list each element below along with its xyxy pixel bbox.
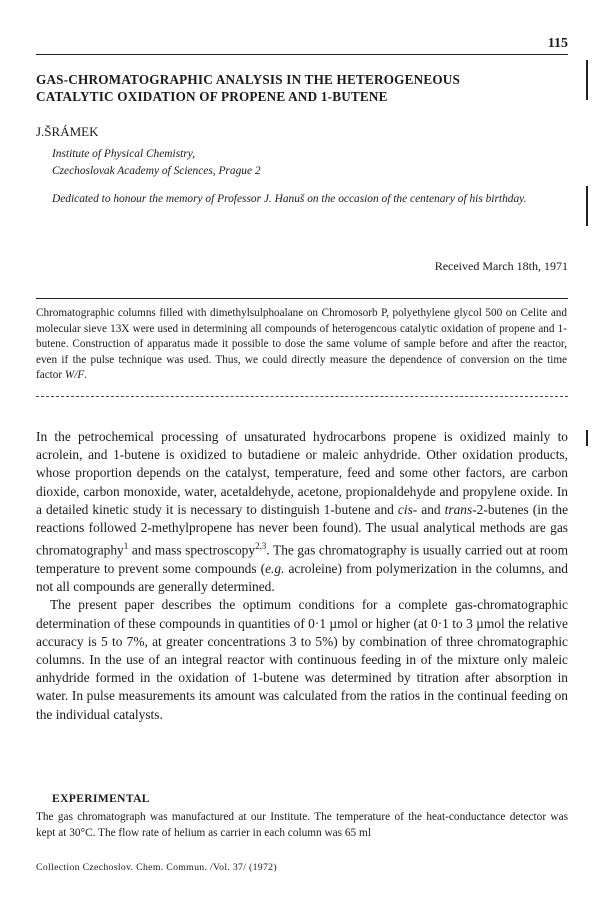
page-number: 115 — [547, 36, 568, 51]
margin-mark — [586, 430, 588, 446]
abstract — [36, 306, 567, 384]
text-run: and — [417, 501, 445, 517]
article-title — [36, 71, 576, 105]
affiliation-line: Institute of Physical Chemistry, — [52, 148, 195, 160]
abstract-end: . — [84, 369, 87, 382]
title-line: GAS-CHROMATOGRAPHIC ANALYSIS IN THE HETEROGENEOUS — [36, 72, 461, 87]
affiliation-line: Czechoslovak Academy of Sciences, Prague 2 — [52, 165, 261, 177]
margin-mark — [586, 60, 588, 100]
paragraph: The present paper describes the optimum conditions for a complete gas-chromatographic determination of these compounds in quantities of 0·1 µmol or higher (at 0·1 to 3 µmol the relative accuracy is 5 to 7%, at greater concentrations 3 to 5%) by combination of three chromatographic columns. In the use of an integral reactor with continuous feeding in of the mixture only maleic anhydride formed in the oxidation of 1-butene was determined by titration after absorption in water. In pulse measurements its amount was calculated from the ratios in the continual feeding on the individual catalysts. — [36, 597, 568, 722]
italic-run: trans — [444, 501, 473, 517]
received-date: Received March 18th, 1971 — [434, 259, 568, 273]
reference-superscript: 2,3 — [255, 541, 267, 552]
margin-mark — [586, 186, 588, 226]
abstract-text: Chromatographic columns filled with dimethylsulphoalane on Chromosorb P, polyethylene glycol 500 on Celite and molecular sieve 13X were used in determining all compounds of heterogencous catalytic oxidation of propene and 1-butene. Construction of apparatus made it possible to dose the same volume of sample before and after the reactor, even if the pulse technique was used. Thus, we could directly measure the dependence of conversion on the time factor — [36, 307, 567, 382]
abstract-top-rule — [36, 298, 568, 299]
italic-run: e.g. — [265, 560, 285, 576]
affiliation — [52, 146, 572, 180]
paragraph — [36, 428, 568, 596]
text-run: In the petrochemical processing of unsaturated hydrocarbons propene is oxidized mainly to acrolein, and 1-butene is oxidized to butadiene or maleic anhydride. Other oxidation products, whose proportion depends on the catalyst, temperature, feed and some other factors, are carbon dioxide, carbon monoxide, water, acetaldehyde, acetone, propionaldehyde and propylene oxide. In a detailed kinetic study it is necessary to distinguish 1-butene and — [36, 429, 568, 517]
text-run: . The gas chromatography is usually carried out at room temperature to prevent some compounds ( — [36, 542, 568, 576]
header-rule — [36, 54, 568, 55]
formula: W/F — [64, 369, 85, 382]
text-run: and mass spectroscopy — [128, 542, 256, 558]
text-run: acroleine) from polymerization in the columns, and not all compounds are generally determined. — [36, 560, 568, 595]
title-line: CATALYTIC OXIDATION OF PROPENE AND 1-BUTENE — [36, 89, 388, 104]
dedication: Dedicated to honour the memory of Professor J. Hanuš on the occasion of the centenary of his birthday. — [52, 193, 527, 205]
body-text — [36, 428, 568, 724]
section-heading: EXPERIMENTAL — [52, 793, 150, 805]
reference-superscript: 1 — [123, 541, 129, 552]
abstract-bottom-rule — [36, 396, 568, 397]
footer-citation: Collection Czechoslov. Chem. Commun. /Vol. 37/ (1972) — [36, 862, 277, 873]
text-run: -2-butenes (in the reactions followed 2-methylpropene has never been found). The usual analytical methods are gas chromatography — [36, 501, 569, 558]
experimental-text: The gas chromatograph was manufactured at our Institute. The temperature of the heat-conductance detector was kept at 30°C. The flow rate of helium as carrier in each column was 65 ml — [36, 811, 568, 839]
author-name: J.ŠRÁMEK — [36, 124, 99, 139]
italic-run: cis- — [397, 501, 418, 517]
